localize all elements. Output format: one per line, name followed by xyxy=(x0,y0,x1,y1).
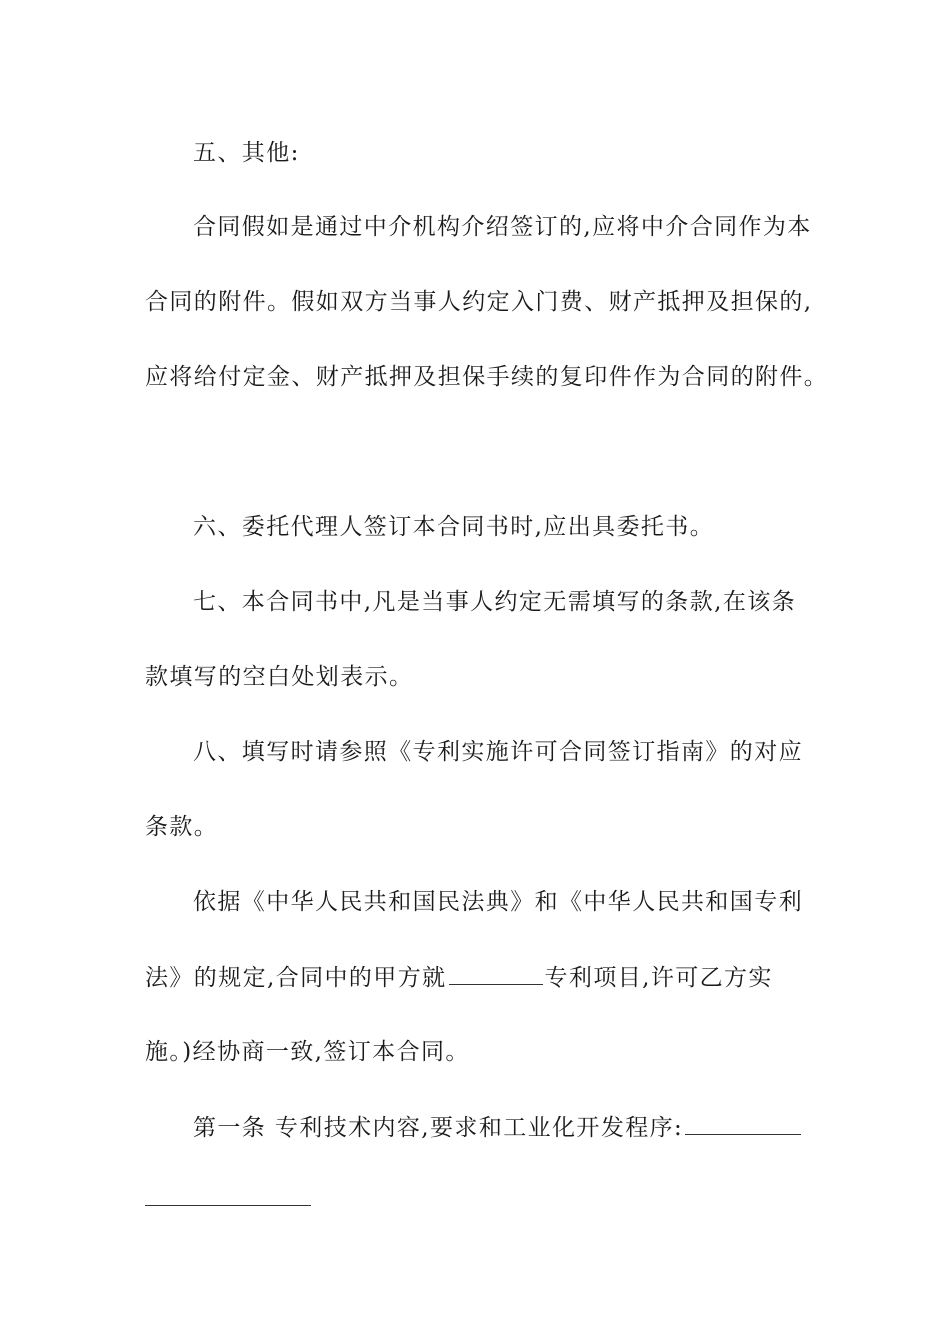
paragraph-line: 依据《中华人民共和国民法典》和《中华人民共和国专利 xyxy=(193,889,803,915)
fill-in-blank[interactable] xyxy=(685,1112,801,1135)
fill-in-blank[interactable] xyxy=(449,962,543,985)
article-one-line xyxy=(193,1112,858,1143)
paragraph-line: 应将给付定金、财产抵押及担保手续的复印件作为合同的附件。 xyxy=(145,364,829,390)
paragraph-line: 施。)经协商一致,签订本合同。 xyxy=(145,1039,470,1065)
text-segment: 法》的规定,合同中的甲方就 xyxy=(145,965,447,991)
text-segment: 专利项目,许可乙方实 xyxy=(544,965,773,991)
section-eight-line: 八、填写时请参照《专利实施许可合同签订指南》的对应 xyxy=(193,739,803,765)
section-seven-line: 七、本合同书中,凡是当事人约定无需填写的条款,在该条 xyxy=(193,589,797,615)
section-five-heading: 五、其他: xyxy=(193,140,300,166)
text-segment: 第一条 专利技术内容,要求和工业化开发程序: xyxy=(193,1115,684,1141)
paragraph-line: 款填写的空白处划表示。 xyxy=(145,664,414,690)
paragraph-line xyxy=(145,962,810,993)
fill-in-blank-line[interactable] xyxy=(145,1205,311,1206)
paragraph-line: 合同假如是通过中介机构介绍签订的,应将中介合同作为本 xyxy=(193,214,812,240)
paragraph-line: 条款。 xyxy=(145,814,219,840)
paragraph-line: 合同的附件。假如双方当事人约定入门费、财产抵押及担保的, xyxy=(145,289,813,315)
section-six-line: 六、委托代理人签订本合同书时,应出具委托书。 xyxy=(193,514,715,540)
